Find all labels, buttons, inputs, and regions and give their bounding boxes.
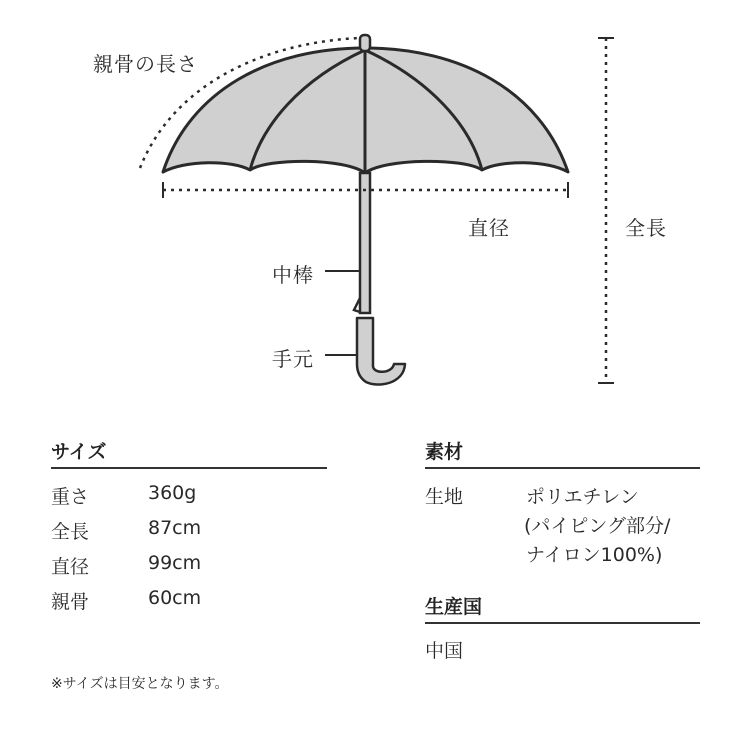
- origin-section-divider: [425, 622, 700, 624]
- size-note: ※サイズは目安となります。: [51, 676, 229, 692]
- umbrella-handle: [357, 318, 405, 385]
- handle-label: 手元: [272, 347, 314, 371]
- material-line-1: ポリエチレン: [526, 486, 639, 508]
- size-diameter-label: 直径: [51, 556, 90, 578]
- material-section-title: 素材: [425, 441, 464, 463]
- umbrella-tip: [360, 35, 370, 51]
- size-weight-label: 重さ: [51, 486, 90, 508]
- size-diameter-value: 99cm: [148, 552, 202, 574]
- size-section-divider: [51, 467, 327, 469]
- size-weight-value: 360g: [148, 482, 197, 504]
- material-section-divider: [425, 467, 700, 469]
- total-length-label: 全長: [625, 216, 667, 240]
- diameter-label: 直径: [468, 216, 510, 240]
- size-rib-value: 60cm: [148, 587, 202, 609]
- material-line-2: (パイピング部分/: [524, 515, 671, 537]
- size-section-title: サイズ: [51, 441, 107, 463]
- umbrella-shaft: [360, 173, 370, 313]
- material-fabric-label: 生地: [425, 486, 464, 508]
- shaft-label: 中棒: [272, 263, 314, 287]
- size-total-length-value: 87cm: [148, 517, 202, 539]
- size-rib-label: 親骨: [51, 591, 90, 613]
- material-line-3: ナイロン100%): [526, 544, 663, 566]
- rib-length-label: 親骨の長さ: [93, 52, 198, 76]
- origin-section-title: 生産国: [425, 596, 483, 618]
- size-total-length-label: 全長: [51, 521, 90, 543]
- origin-value: 中国: [425, 640, 464, 662]
